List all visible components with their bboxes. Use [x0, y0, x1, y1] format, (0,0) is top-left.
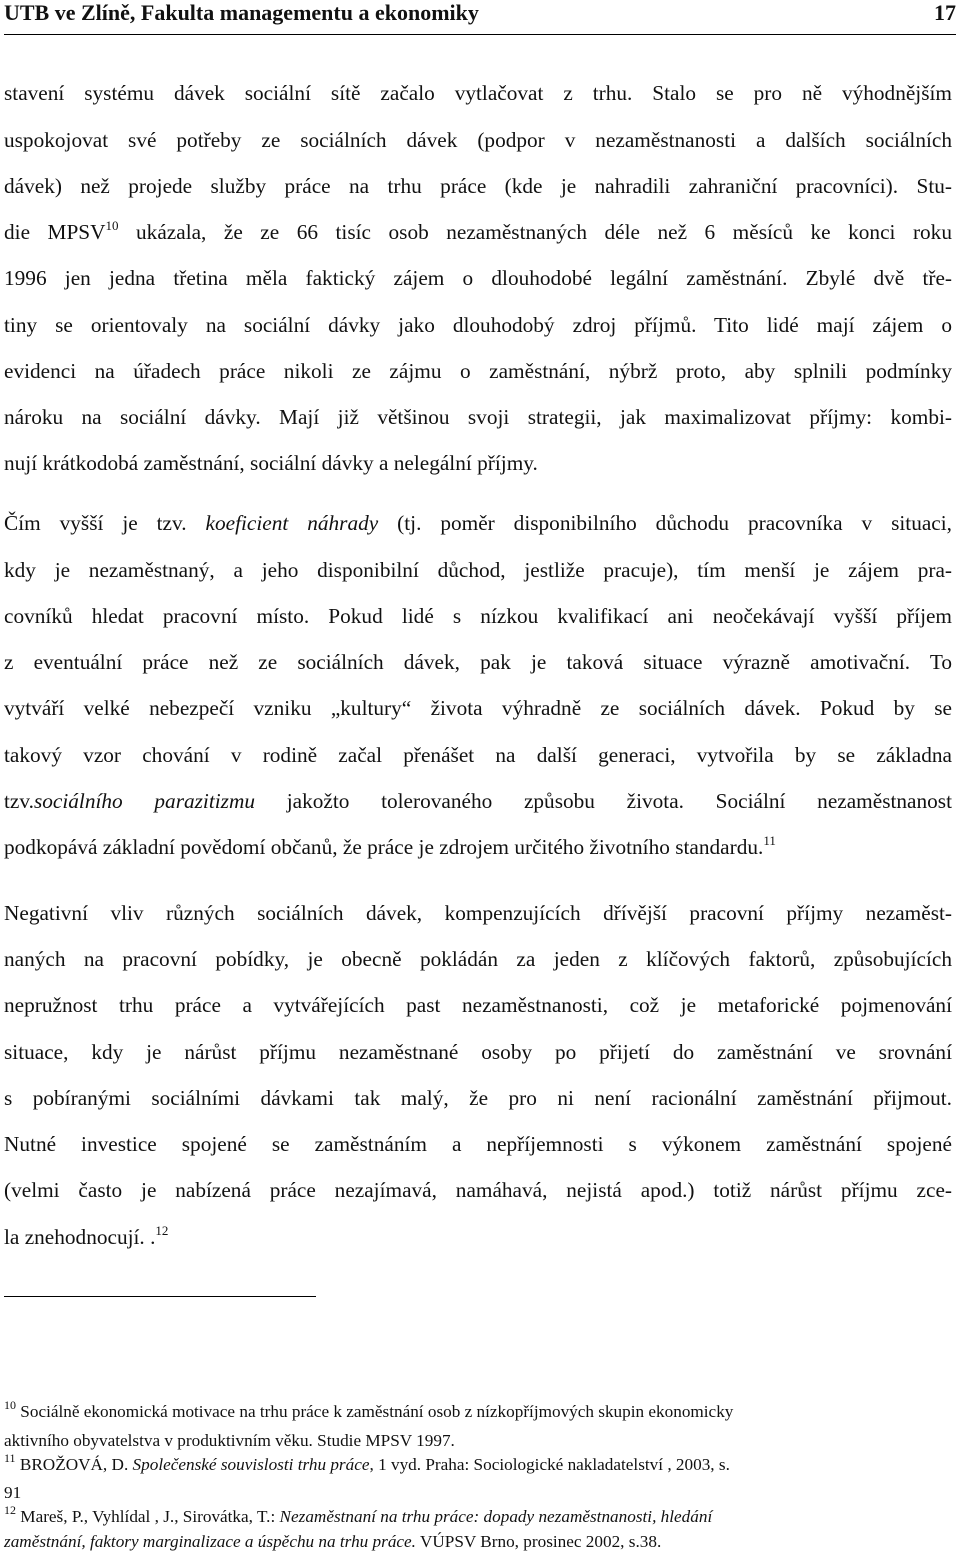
text-line	[4, 833, 952, 859]
text-span: , 1 vyd. Praha: Sociologické nakladatelství , 2003, s.	[369, 1455, 730, 1474]
text-line: nují krátkodobá zaměstnání, sociální dávky a nelegální příjmy.	[4, 451, 538, 475]
text-line: stavení systému dávek sociální sítě začalo vytlačovat z trhu. Stalo se pro ně výhodnějším	[4, 81, 952, 105]
footnote-number: 12	[4, 1503, 16, 1517]
book-title: zaměstnání, faktory marginalizace a úspěchu na trhu práce.	[4, 1532, 416, 1551]
text-span: la znehodnocují. .	[4, 1225, 156, 1249]
text-span: tzv.	[4, 789, 34, 813]
text-span: Čím vyšší je tzv.	[4, 511, 206, 535]
text-line	[4, 791, 952, 812]
text-line	[4, 218, 952, 244]
footnote-line: 91	[4, 1483, 22, 1502]
emphasis-term: koeficient náhrady	[205, 511, 379, 535]
text-line: nepružnost trhu práce a vytvářejících past nezaměstnanosti, což je metaforické pojmenování	[4, 993, 952, 1017]
emphasis-term: sociálního parazitizmu	[33, 789, 255, 813]
text-span: ukázala, že ze 66 tisíc osob nezaměstnaných déle než 6 měsíců ke konci roku	[118, 220, 952, 244]
book-title: Nezaměstnaní na trhu práce: dopady nezaměstnanosti, hledání	[279, 1507, 713, 1526]
text-line: kdy je nezaměstnaný, a jeho disponibilní důchod, jestliže pracuje), tím menší je zájem pra-	[4, 558, 952, 582]
text-line: takový vzor chování v rodině začal přenášet na další generaci, vytvořila by se základna	[4, 743, 952, 767]
text-line	[4, 513, 952, 534]
text-line: uspokojovat své potřeby ze sociálních dávek (podpor v nezaměstnanosti a dalších sociálních	[4, 128, 952, 152]
text-span: (tj. poměr disponibilního důchodu pracovníka v situaci,	[378, 511, 952, 535]
text-line: vytváří velké nebezpečí vzniku „kultury“ života výhradně ze sociálních dávek. Pokud by se	[4, 696, 952, 720]
text-span: Sociálně ekonomická motivace na trhu práce k zaměstnání osob z nízkopříjmových skupin ekonomicky	[16, 1402, 734, 1421]
text-line	[4, 1223, 952, 1249]
text-span: podkopává základní povědomí občanů, že práce je zdrojem určitého životního standardu.	[4, 835, 764, 859]
header-title: UTB ve Zlíně, Fakulta managementu a ekonomiky	[4, 0, 479, 25]
text-line: nároku na sociální dávky. Mají již většinou svoji strategii, jak maximalizovat příjmy: kombi-	[4, 405, 952, 429]
footnote-number: 11	[4, 1451, 16, 1465]
footnote-line	[4, 1503, 952, 1526]
text-line: dávek) než projede služby práce na trhu práce (kde je nahradili zahraniční pracovníci). Stu-	[4, 174, 952, 198]
footnote-ref[interactable]: 11	[763, 833, 776, 848]
text-line: Nutné investice spojené se zaměstnáním a nepříjemnosti s výkonem zaměstnání spojené	[4, 1132, 952, 1156]
footnote-line	[4, 1533, 952, 1550]
text-line: z eventuální práce než ze sociálních dávek, pak je taková situace výrazně amotivační. To	[4, 650, 952, 674]
book-title: Společenské souvislosti trhu práce	[132, 1455, 370, 1474]
text-span: die MPSV	[4, 220, 106, 244]
text-line: (velmi často je nabízená práce nezajímavá, namáhavá, nejistá apod.) totiž nárůst příjmu zce-	[4, 1178, 952, 1202]
text-line: covníků hledat pracovní místo. Pokud lidé s nízkou kvalifikací ani neočekávají vyšší příjem	[4, 604, 952, 628]
footnote-line	[4, 1398, 952, 1421]
text-span: Mareš, P., Vyhlídal , J., Sirovátka, T.:	[16, 1507, 280, 1526]
text-line: evidenci na úřadech práce nikoli ze zájmu o zaměstnání, nýbrž proto, aby splnili podmínky	[4, 359, 952, 383]
page-number: 17	[934, 0, 956, 25]
text-span: jakožto tolerovaného způsobu života. Sociální nezaměstnanost	[255, 789, 952, 813]
text-span: VÚPSV Brno, prosinec 2002, s.38.	[415, 1532, 662, 1551]
text-span: BROŽOVÁ, D.	[15, 1455, 133, 1474]
text-line: situace, kdy je nárůst příjmu nezaměstnané osoby po přijetí do zaměstnání ve srovnání	[4, 1040, 952, 1064]
footnote-separator	[4, 1296, 316, 1297]
footnote-ref[interactable]: 10	[105, 218, 119, 233]
footnote-number: 10	[4, 1398, 16, 1412]
footnote-ref[interactable]: 12	[155, 1223, 169, 1238]
text-line: Negativní vliv různých sociálních dávek, kompenzujících dřívější pracovní příjmy nezaměst-	[4, 901, 952, 925]
text-line: 1996 jen jedna třetina měla faktický zájem o dlouhodobé legální zaměstnání. Zbylé dvě tře-	[4, 266, 952, 290]
footnote-line	[4, 1451, 952, 1474]
footnote-line: aktivního obyvatelstva v produktivním věku. Studie MPSV 1997.	[4, 1431, 455, 1450]
page-header	[4, 0, 956, 35]
text-line: tiny se orientovaly na sociální dávky jako dlouhodobý zdroj příjmů. Tito lidé mají zájem o	[4, 313, 952, 337]
text-line: naných na pracovní pobídky, je obecně pokládán za jeden z klíčových faktorů, způsobujících	[4, 947, 952, 971]
text-line: s pobíranými sociálními dávkami tak malý, že pro ni není racionální zaměstnání přijmout.	[4, 1086, 952, 1110]
